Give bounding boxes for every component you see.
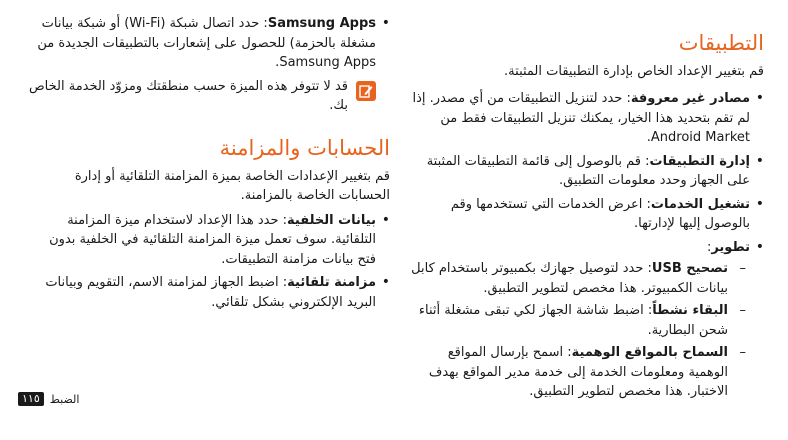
- accounts-list: [28, 211, 390, 313]
- list-item: [408, 259, 750, 298]
- list-item: [408, 238, 764, 402]
- item-text: : اعرض الخدمات التي تستخدمها وقم بالوصول إليها لإدارتها.: [450, 196, 750, 231]
- note-text: قد لا تتوفر هذه الميزة حسب منطقتك ومزوّد الخدمة الخاص بك.: [28, 78, 348, 113]
- item-term: بيانات الخلفية: [287, 212, 376, 228]
- apps-list: [408, 89, 764, 402]
- item-text: : حدد لتنزيل التطبيقات من أي مصدر. إذا لم تقم بتحديد هذا الخيار، يمكنك تنزيل التطبيقات فقط من Android Market.: [412, 91, 750, 145]
- accounts-intro: قم بتغيير الإعدادات الخاصة بميزة المزامنة التلقائية أو إدارة الحسابات الخاصة بالمزامنة.: [74, 168, 390, 203]
- item-text: : اسمح بإرسال المواقع الوهمية ومعلومات الخدمة إلى خدمة مدير المواقع بهدف الاختبار. هذا مخصص لتطوير التطبيق.: [428, 345, 728, 399]
- dev-list: [408, 259, 750, 402]
- item-text: : حدد لتوصيل جهازك بكمبيوتر باستخدام كابل بيانات الكمبيوتر. هذا مخصص لتطوير التطبيق.: [411, 261, 728, 296]
- item-term: تطوير: [711, 239, 750, 255]
- item-term: البقاء نشطاً: [652, 303, 728, 318]
- item-text: : حدد اتصال شبكة (Wi-Fi) أو شبكة بيانات مشغلة بالحزمة) للحصول على إشعارات بالتطبيقات الجديدة من Samsung Apps.: [37, 16, 376, 70]
- item-text: : حدد هذا الإعداد لاستخدام ميزة المزامنة التلقائية. سوف تعمل ميزة المزامنة التلقائية في الخلفية بدون فتح بيانات مزامنة التطبيقات.: [49, 212, 376, 267]
- page-number: ١١٥: [18, 392, 44, 406]
- item-term: السماح بالمواقع الوهمية: [571, 345, 728, 360]
- item-term: Samsung Apps: [267, 16, 376, 31]
- accounts-title: الحسابات والمزامنة: [219, 135, 390, 160]
- item-text: :: [706, 239, 712, 255]
- item-term: تشغيل الخدمات: [650, 196, 750, 212]
- list-item: [408, 343, 750, 402]
- list-item: [28, 273, 390, 312]
- item-term: إدارة التطبيقات: [649, 153, 750, 169]
- list-item: [28, 14, 390, 73]
- left-column: [28, 0, 390, 312]
- footer-label: الضبط: [49, 392, 80, 406]
- item-term: تصحيح USB: [651, 261, 728, 276]
- list-item: [408, 89, 764, 148]
- samsung-list: [28, 14, 390, 73]
- item-term: مزامنة تلقائية: [287, 275, 376, 290]
- page-footer: [18, 392, 79, 406]
- list-item: [28, 211, 390, 270]
- item-text: : اضبط الجهاز لمزامنة الاسم، التقويم وبيانات البريد الإلكتروني بشكل تلقائي.: [45, 275, 376, 310]
- apps-intro: قم بتغيير الإعداد الخاص بإدارة التطبيقات المثبتة.: [504, 64, 764, 79]
- item-text: : قم بالوصول إلى قائمة التطبيقات المثبتة على الجهاز وحدد معلومات التطبيق.: [426, 153, 750, 188]
- list-item: [408, 195, 764, 234]
- pencil-note-icon: [356, 81, 376, 101]
- apps-section: [408, 0, 764, 402]
- list-item: [408, 152, 764, 191]
- apps-title: التطبيقات: [678, 31, 764, 55]
- note-box: [28, 77, 378, 115]
- item-term: مصادر غير معروفة: [630, 91, 750, 106]
- list-item: [408, 301, 750, 340]
- item-text: : اضبط شاشة الجهاز لكي تبقى مشغلة أثناء شحن البطارية.: [418, 303, 728, 338]
